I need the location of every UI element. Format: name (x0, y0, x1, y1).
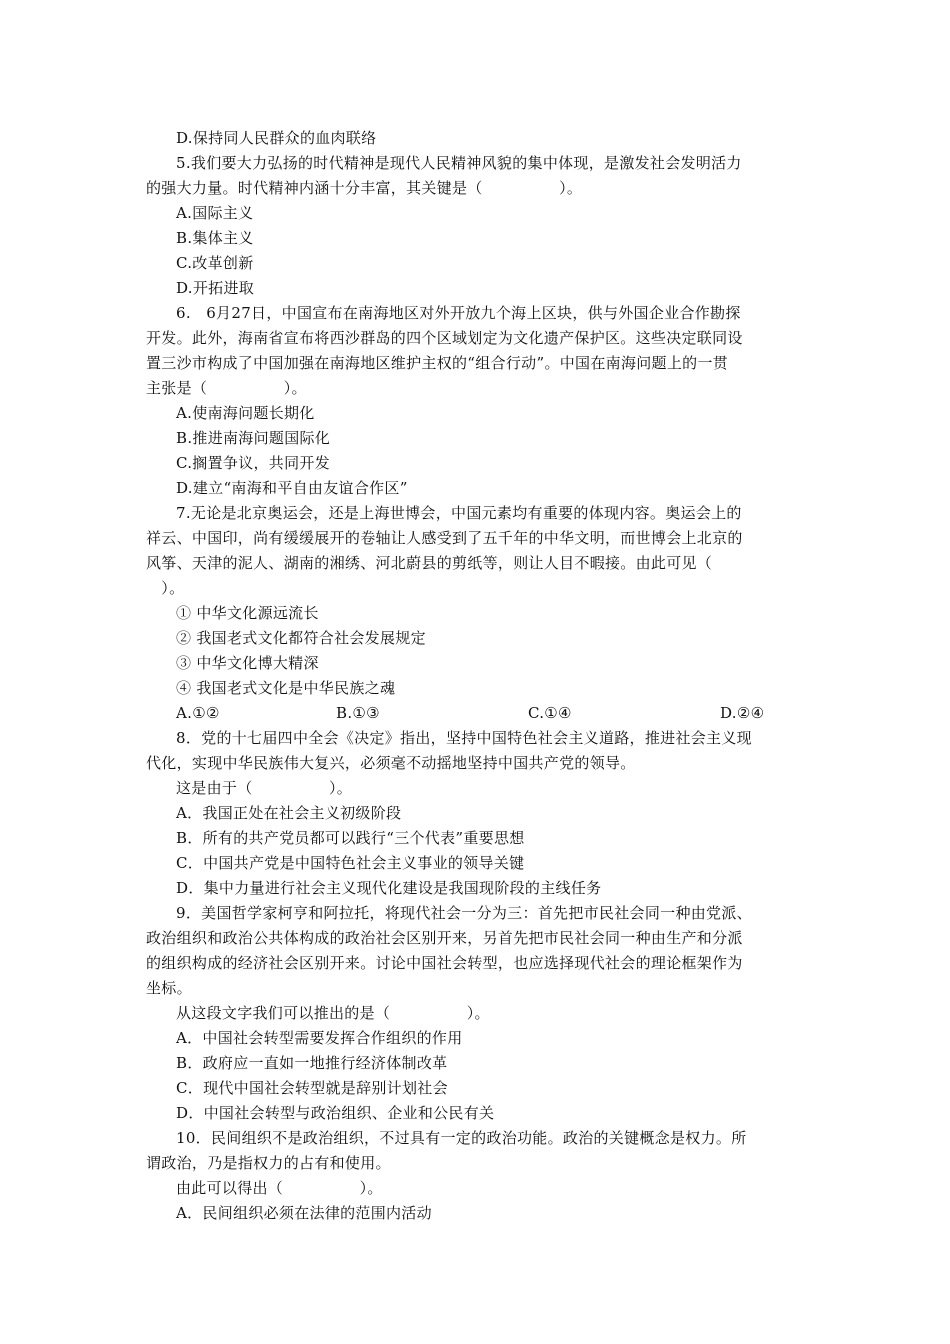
option-line: D．集中力量进行社会主义现代化建设是我国现阶段的主线任务 (176, 879, 602, 897)
statement-line: ③ 中华文化博大精深 (176, 654, 319, 672)
option-line: D.开拓进取 (176, 279, 255, 297)
question-10-text-cont: 谓政治，乃是指权力的占有和使用。 (146, 1154, 391, 1172)
option-line: B．所有的共产党员都可以践行“三个代表”重要思想 (176, 829, 525, 847)
option-line: B.推进南海问题国际化 (176, 429, 331, 447)
question-10-prompt: 由此可以得出（ ）。 (176, 1179, 383, 1197)
option-line: A．我国正处在社会主义初级阶段 (176, 804, 402, 822)
option-line: B.集体主义 (176, 229, 254, 247)
option-line: A．中国社会转型需要发挥合作组织的作用 (176, 1029, 463, 1047)
option-line: A.国际主义 (176, 204, 254, 222)
question-9-prompt: 从这段文字我们可以推出的是（ ）。 (176, 1004, 490, 1022)
question-7-text-cont: ）。 (146, 579, 185, 597)
question-9-text: 9．美国哲学家柯亨和阿拉托，将现代社会一分为三：首先把市民社会同一种由党派、 (176, 904, 752, 922)
question-8-prompt: 这是由于（ ）。 (176, 779, 353, 797)
question-7-options (146, 701, 811, 726)
question-8-text: 8．党的十七届四中全会《决定》指出，坚持中国特色社会主义道路，推进社会主义现 (176, 729, 752, 747)
option-b: B.①③ (336, 704, 380, 722)
question-7-text-cont: 祥云、中国印，尚有缓缓展开的卷轴让人感受到了五千年的中华文明，而世博会上北京的 (146, 529, 743, 547)
option-line: D.保持同人民群众的血肉联络 (176, 129, 377, 147)
statement-line: ① 中华文化源远流长 (176, 604, 319, 622)
question-8-text-cont: 代化，实现中华民族伟大复兴，必须毫不动摇地坚持中国共产党的领导。 (146, 754, 636, 772)
option-d: D.②④ (720, 704, 765, 722)
question-9-text-cont: 坐标。 (146, 979, 192, 997)
question-5-text: 5.我们要大力弘扬的时代精神是现代人民精神风貌的集中体现，是激发社会发明活力 (176, 154, 742, 172)
question-6-text-cont: 开发。此外，海南省宣布将西沙群岛的四个区域划定为文化遗产保护区。这些决定联同设 (146, 329, 743, 347)
option-a: A.①② (176, 704, 220, 722)
question-5-text-cont: 的强大力量。时代精神内涵十分丰富，其关键是（ ）。 (146, 179, 583, 197)
option-line: B．政府应一直如一地推行经济体制改革 (176, 1054, 448, 1072)
option-c: C.①④ (528, 704, 572, 722)
statement-line: ④ 我国老式文化是中华民族之魂 (176, 679, 396, 697)
question-6-text-cont: 置三沙市构成了中国加强在南海地区维护主权的“组合行动”。中国在南海问题上的一贯 (146, 354, 729, 372)
option-line: D.建立“南海和平自由友谊合作区” (176, 479, 408, 497)
document-body (146, 126, 811, 1226)
option-line: C．中国共产党是中国特色社会主义事业的领导关键 (176, 854, 525, 872)
option-line: C.改革创新 (176, 254, 254, 272)
option-line: A.使南海问题长期化 (176, 404, 315, 422)
question-9-text-cont: 政治组织和政治公共体构成的政治社会区别开来，另首先把市民社会同一种由生产和分派 (146, 929, 743, 947)
question-10-text: 10．民间组织不是政治组织，不过具有一定的政治功能。政治的关键概念是权力。所 (176, 1129, 747, 1147)
statement-line: ② 我国老式文化都符合社会发展规定 (176, 629, 426, 647)
option-line: C.搁置争议，共同开发 (176, 454, 331, 472)
question-7-text: 7.无论是北京奥运会，还是上海世博会，中国元素均有重要的体现内容。奥运会上的 (176, 504, 742, 522)
option-line: A．民间组织必须在法律的范围内活动 (176, 1204, 432, 1222)
option-line: D．中国社会转型与政治组织、企业和公民有关 (176, 1104, 495, 1122)
option-line: C．现代中国社会转型就是辞别计划社会 (176, 1079, 448, 1097)
question-6-text: 6. 6月27日，中国宣布在南海地区对外开放九个海上区块，供与外国企业合作勘探 (176, 304, 741, 322)
question-6-text-cont: 主张是（ ）。 (146, 379, 307, 397)
question-7-text-cont: 风筝、天津的泥人、湖南的湘绣、河北蔚县的剪纸等，则让人目不暇接。由此可见（ (146, 554, 713, 572)
question-9-text-cont: 的组织构成的经济社会区别开来。讨论中国社会转型，也应选择现代社会的理论框架作为 (146, 954, 743, 972)
